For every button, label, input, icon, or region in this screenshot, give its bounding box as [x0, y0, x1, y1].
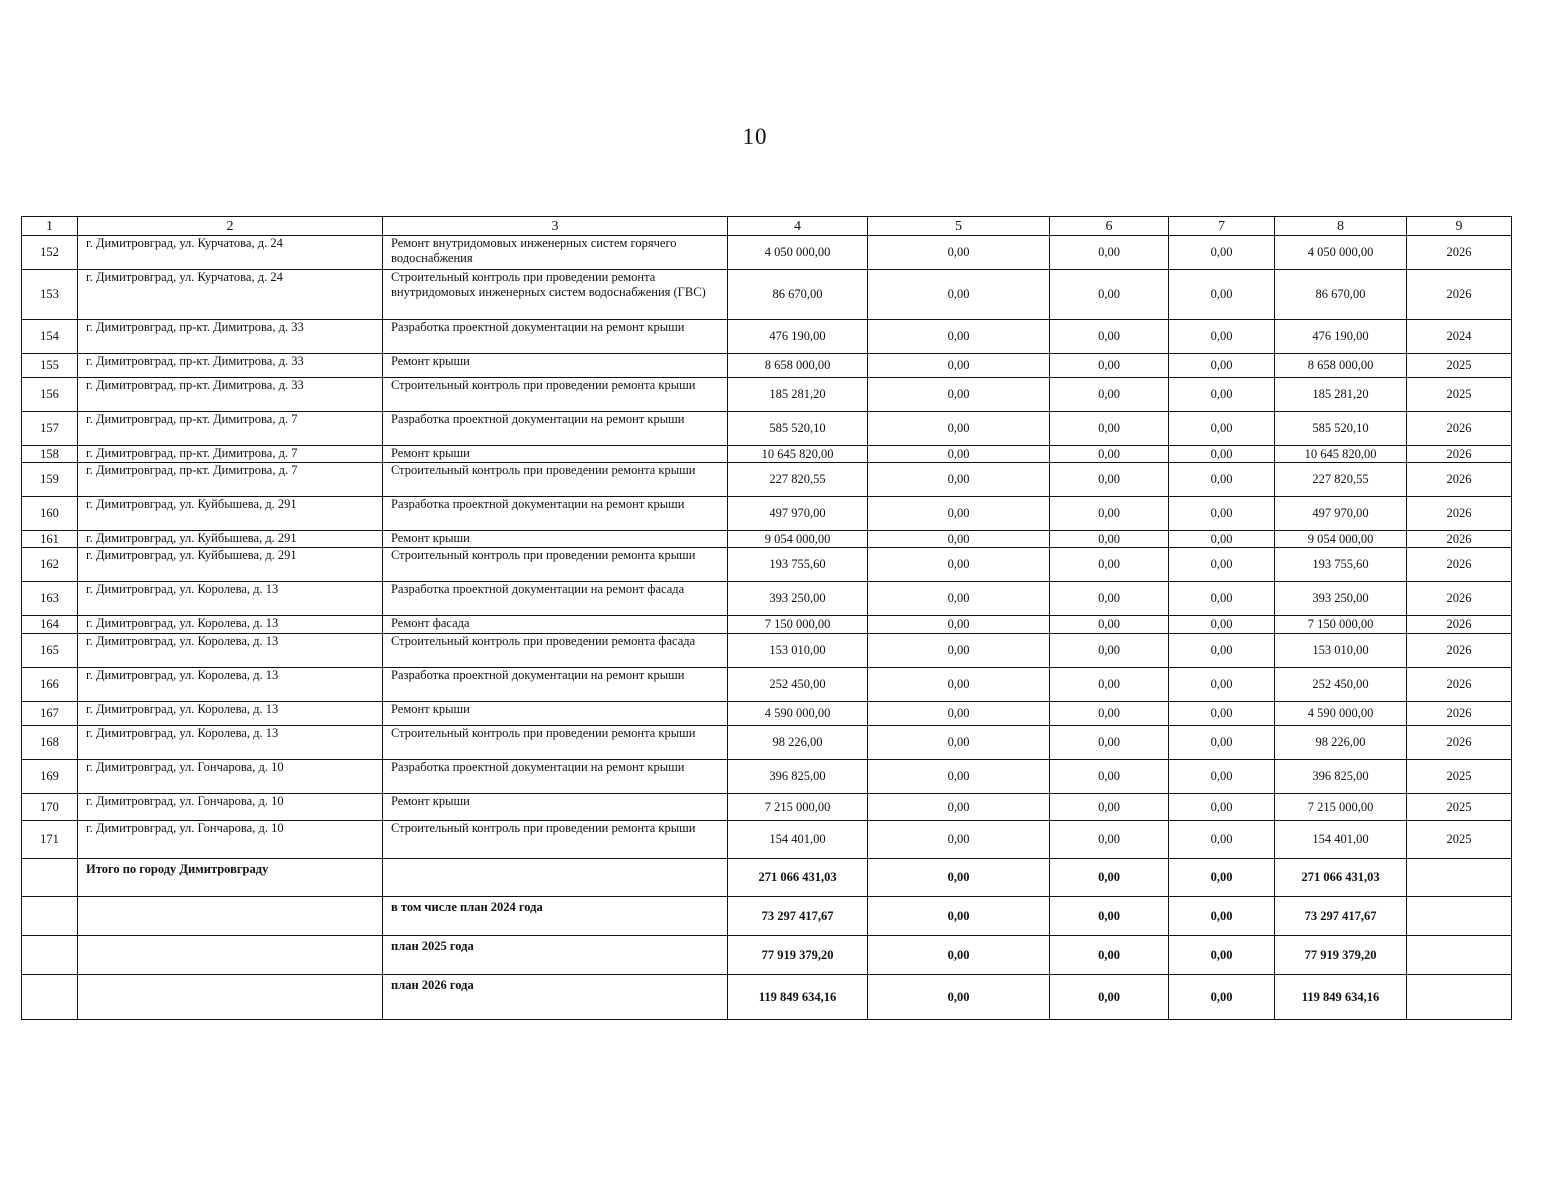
amount-col6-cell: 0,00 [1050, 497, 1169, 531]
address-cell: г. Димитровград, ул. Королева, д. 13 [78, 616, 383, 634]
work-type-cell: Строительный контроль при проведении ремонта крыши [383, 378, 728, 412]
total-col7-cell: 0,00 [1169, 975, 1275, 1020]
amount-col8-cell: 86 670,00 [1275, 270, 1407, 320]
amount-col4-cell: 8 658 000,00 [728, 354, 868, 378]
table-row [22, 463, 1512, 497]
total-col6-cell: 0,00 [1050, 897, 1169, 936]
amount-col8-cell: 153 010,00 [1275, 634, 1407, 668]
total-col4-cell: 73 297 417,67 [728, 897, 868, 936]
empty-cell [22, 859, 78, 897]
table-row [22, 446, 1512, 463]
total-label-cell [78, 897, 383, 936]
row-number: 156 [22, 378, 78, 412]
empty-cell [22, 975, 78, 1020]
work-type-cell: Строительный контроль при проведении ремонта фасада [383, 634, 728, 668]
address-cell: г. Димитровград, ул. Гончарова, д. 10 [78, 821, 383, 859]
amount-col8-cell: 10 645 820,00 [1275, 446, 1407, 463]
table-row [22, 497, 1512, 531]
table-body [22, 217, 1512, 1020]
year-cell: 2026 [1407, 668, 1512, 702]
amount-col8-cell: 98 226,00 [1275, 726, 1407, 760]
total-col8-cell: 119 849 634,16 [1275, 975, 1407, 1020]
amount-col5-cell: 0,00 [868, 531, 1050, 548]
table-row [22, 548, 1512, 582]
amount-col6-cell: 0,00 [1050, 412, 1169, 446]
address-cell: г. Димитровград, пр-кт. Димитрова, д. 33 [78, 320, 383, 354]
address-cell: г. Димитровград, пр-кт. Димитрова, д. 7 [78, 463, 383, 497]
amount-col6-cell: 0,00 [1050, 634, 1169, 668]
total-col7-cell: 0,00 [1169, 897, 1275, 936]
row-number: 157 [22, 412, 78, 446]
amount-col7-cell: 0,00 [1169, 726, 1275, 760]
table-row [22, 726, 1512, 760]
empty-cell [22, 897, 78, 936]
amount-col8-cell: 185 281,20 [1275, 378, 1407, 412]
amount-col5-cell: 0,00 [868, 760, 1050, 794]
amount-col4-cell: 7 215 000,00 [728, 794, 868, 821]
column-header: 7 [1169, 217, 1275, 236]
table-row [22, 270, 1512, 320]
page-number: 10 [742, 124, 768, 149]
amount-col5-cell: 0,00 [868, 726, 1050, 760]
amount-col7-cell: 0,00 [1169, 236, 1275, 270]
amount-col8-cell: 497 970,00 [1275, 497, 1407, 531]
total-col7-cell: 0,00 [1169, 936, 1275, 975]
amount-col7-cell: 0,00 [1169, 760, 1275, 794]
amount-col8-cell: 193 755,60 [1275, 548, 1407, 582]
amount-col4-cell: 4 590 000,00 [728, 702, 868, 726]
year-cell: 2025 [1407, 821, 1512, 859]
year-cell: 2026 [1407, 270, 1512, 320]
table-row [22, 821, 1512, 859]
row-number: 168 [22, 726, 78, 760]
amount-col6-cell: 0,00 [1050, 320, 1169, 354]
total-label-cell [78, 975, 383, 1020]
work-type-cell: Ремонт крыши [383, 446, 728, 463]
work-type-cell: Разработка проектной документации на ремонт крыши [383, 497, 728, 531]
year-cell: 2024 [1407, 320, 1512, 354]
amount-col8-cell: 7 150 000,00 [1275, 616, 1407, 634]
amount-col4-cell: 9 054 000,00 [728, 531, 868, 548]
year-cell: 2026 [1407, 463, 1512, 497]
work-type-cell: Ремонт фасада [383, 616, 728, 634]
total-col8-cell: 73 297 417,67 [1275, 897, 1407, 936]
work-type-cell: Ремонт крыши [383, 794, 728, 821]
total-col8-cell: 77 919 379,20 [1275, 936, 1407, 975]
empty-cell [22, 936, 78, 975]
amount-col8-cell: 252 450,00 [1275, 668, 1407, 702]
address-cell: г. Димитровград, ул. Королева, д. 13 [78, 668, 383, 702]
column-header: 4 [728, 217, 868, 236]
column-header: 5 [868, 217, 1050, 236]
amount-col6-cell: 0,00 [1050, 582, 1169, 616]
amount-col6-cell: 0,00 [1050, 354, 1169, 378]
table-row [22, 616, 1512, 634]
total-col5-cell: 0,00 [868, 859, 1050, 897]
column-header: 1 [22, 217, 78, 236]
amount-col5-cell: 0,00 [868, 821, 1050, 859]
amount-col8-cell: 476 190,00 [1275, 320, 1407, 354]
amount-col8-cell: 4 050 000,00 [1275, 236, 1407, 270]
row-number: 152 [22, 236, 78, 270]
amount-col5-cell: 0,00 [868, 270, 1050, 320]
row-number: 170 [22, 794, 78, 821]
work-type-cell: Ремонт крыши [383, 354, 728, 378]
work-type-cell: Разработка проектной документации на ремонт крыши [383, 320, 728, 354]
amount-col7-cell: 0,00 [1169, 794, 1275, 821]
amount-col7-cell: 0,00 [1169, 497, 1275, 531]
year-cell: 2025 [1407, 794, 1512, 821]
total-col8-cell: 271 066 431,03 [1275, 859, 1407, 897]
row-number: 160 [22, 497, 78, 531]
empty-cell [1407, 897, 1512, 936]
total-col7-cell: 0,00 [1169, 859, 1275, 897]
column-header: 9 [1407, 217, 1512, 236]
amount-col6-cell: 0,00 [1050, 726, 1169, 760]
amount-col4-cell: 86 670,00 [728, 270, 868, 320]
address-cell: г. Димитровград, пр-кт. Димитрова, д. 33 [78, 378, 383, 412]
year-cell: 2026 [1407, 726, 1512, 760]
work-type-cell: Строительный контроль при проведении ремонта крыши [383, 726, 728, 760]
amount-col4-cell: 476 190,00 [728, 320, 868, 354]
year-cell: 2026 [1407, 236, 1512, 270]
amount-col7-cell: 0,00 [1169, 412, 1275, 446]
amount-col6-cell: 0,00 [1050, 463, 1169, 497]
address-cell: г. Димитровград, ул. Гончарова, д. 10 [78, 760, 383, 794]
amount-col6-cell: 0,00 [1050, 760, 1169, 794]
work-type-cell: Ремонт внутридомовых инженерных систем горячего водоснабжения [383, 236, 728, 270]
amount-col4-cell: 4 050 000,00 [728, 236, 868, 270]
table-row [22, 320, 1512, 354]
row-number: 165 [22, 634, 78, 668]
amount-col8-cell: 154 401,00 [1275, 821, 1407, 859]
total-label-cell [78, 936, 383, 975]
amount-col8-cell: 227 820,55 [1275, 463, 1407, 497]
amount-col5-cell: 0,00 [868, 463, 1050, 497]
address-cell: г. Димитровград, ул. Куйбышева, д. 291 [78, 531, 383, 548]
amount-col6-cell: 0,00 [1050, 548, 1169, 582]
amount-col6-cell: 0,00 [1050, 236, 1169, 270]
amount-col5-cell: 0,00 [868, 378, 1050, 412]
total-col4-cell: 77 919 379,20 [728, 936, 868, 975]
amount-col5-cell: 0,00 [868, 320, 1050, 354]
amount-col4-cell: 185 281,20 [728, 378, 868, 412]
table-row [22, 634, 1512, 668]
amount-col5-cell: 0,00 [868, 497, 1050, 531]
amount-col5-cell: 0,00 [868, 794, 1050, 821]
work-type-cell: Разработка проектной документации на ремонт фасада [383, 582, 728, 616]
amount-col7-cell: 0,00 [1169, 582, 1275, 616]
row-number: 167 [22, 702, 78, 726]
year-cell: 2025 [1407, 354, 1512, 378]
year-cell: 2026 [1407, 702, 1512, 726]
table-row [22, 760, 1512, 794]
amount-col8-cell: 9 054 000,00 [1275, 531, 1407, 548]
amount-col4-cell: 7 150 000,00 [728, 616, 868, 634]
table-row [22, 794, 1512, 821]
amount-col7-cell: 0,00 [1169, 634, 1275, 668]
work-type-cell: Строительный контроль при проведении ремонта внутридомовых инженерных систем водоснабжения (ГВС) [383, 270, 728, 320]
column-number-header-row [22, 217, 1512, 236]
total-col5-cell: 0,00 [868, 936, 1050, 975]
column-header: 8 [1275, 217, 1407, 236]
row-number: 171 [22, 821, 78, 859]
amount-col4-cell: 252 450,00 [728, 668, 868, 702]
amount-col4-cell: 154 401,00 [728, 821, 868, 859]
amount-col6-cell: 0,00 [1050, 668, 1169, 702]
amount-col5-cell: 0,00 [868, 582, 1050, 616]
total-row [22, 859, 1512, 897]
work-type-cell: Разработка проектной документации на ремонт крыши [383, 668, 728, 702]
plan-label-cell: план 2026 года [383, 975, 728, 1020]
total-col4-cell: 119 849 634,16 [728, 975, 868, 1020]
row-number: 153 [22, 270, 78, 320]
amount-col8-cell: 4 590 000,00 [1275, 702, 1407, 726]
row-number: 161 [22, 531, 78, 548]
amount-col5-cell: 0,00 [868, 548, 1050, 582]
column-header: 2 [78, 217, 383, 236]
amount-col7-cell: 0,00 [1169, 354, 1275, 378]
row-number: 162 [22, 548, 78, 582]
table-row [22, 378, 1512, 412]
amount-col8-cell: 8 658 000,00 [1275, 354, 1407, 378]
empty-cell [1407, 975, 1512, 1020]
year-cell: 2026 [1407, 446, 1512, 463]
amount-col4-cell: 227 820,55 [728, 463, 868, 497]
amount-col4-cell: 98 226,00 [728, 726, 868, 760]
amount-col6-cell: 0,00 [1050, 702, 1169, 726]
amount-col7-cell: 0,00 [1169, 616, 1275, 634]
work-type-cell: Ремонт крыши [383, 531, 728, 548]
amount-col6-cell: 0,00 [1050, 821, 1169, 859]
row-number: 154 [22, 320, 78, 354]
total-col6-cell: 0,00 [1050, 975, 1169, 1020]
amount-col7-cell: 0,00 [1169, 702, 1275, 726]
amount-col6-cell: 0,00 [1050, 531, 1169, 548]
year-cell: 2026 [1407, 634, 1512, 668]
year-cell: 2026 [1407, 412, 1512, 446]
row-number: 169 [22, 760, 78, 794]
plan-label-cell [383, 859, 728, 897]
row-number: 163 [22, 582, 78, 616]
amount-col4-cell: 497 970,00 [728, 497, 868, 531]
amount-col4-cell: 153 010,00 [728, 634, 868, 668]
amount-col4-cell: 193 755,60 [728, 548, 868, 582]
amount-col8-cell: 585 520,10 [1275, 412, 1407, 446]
year-cell: 2026 [1407, 531, 1512, 548]
row-number: 159 [22, 463, 78, 497]
amount-col5-cell: 0,00 [868, 668, 1050, 702]
table-row [22, 531, 1512, 548]
amount-col7-cell: 0,00 [1169, 320, 1275, 354]
amount-col8-cell: 7 215 000,00 [1275, 794, 1407, 821]
address-cell: г. Димитровград, пр-кт. Димитрова, д. 7 [78, 446, 383, 463]
table-row [22, 668, 1512, 702]
table-row [22, 412, 1512, 446]
amount-col6-cell: 0,00 [1050, 270, 1169, 320]
total-row [22, 975, 1512, 1020]
work-type-cell: Ремонт крыши [383, 702, 728, 726]
amount-col7-cell: 0,00 [1169, 446, 1275, 463]
amount-col8-cell: 393 250,00 [1275, 582, 1407, 616]
total-row [22, 897, 1512, 936]
repair-plan-table [21, 216, 1512, 1020]
address-cell: г. Димитровград, ул. Куйбышева, д. 291 [78, 497, 383, 531]
total-row [22, 936, 1512, 975]
year-cell: 2026 [1407, 616, 1512, 634]
empty-cell [1407, 936, 1512, 975]
column-header: 6 [1050, 217, 1169, 236]
work-type-cell: Строительный контроль при проведении ремонта крыши [383, 463, 728, 497]
amount-col7-cell: 0,00 [1169, 821, 1275, 859]
amount-col4-cell: 10 645 820,00 [728, 446, 868, 463]
work-type-cell: Строительный контроль при проведении ремонта крыши [383, 821, 728, 859]
row-number: 166 [22, 668, 78, 702]
amount-col5-cell: 0,00 [868, 702, 1050, 726]
empty-cell [1407, 859, 1512, 897]
address-cell: г. Димитровград, ул. Королева, д. 13 [78, 702, 383, 726]
amount-col6-cell: 0,00 [1050, 446, 1169, 463]
amount-col7-cell: 0,00 [1169, 378, 1275, 412]
total-col6-cell: 0,00 [1050, 859, 1169, 897]
amount-col4-cell: 393 250,00 [728, 582, 868, 616]
amount-col8-cell: 396 825,00 [1275, 760, 1407, 794]
work-type-cell: Разработка проектной документации на ремонт крыши [383, 760, 728, 794]
amount-col6-cell: 0,00 [1050, 616, 1169, 634]
address-cell: г. Димитровград, пр-кт. Димитрова, д. 7 [78, 412, 383, 446]
year-cell: 2026 [1407, 548, 1512, 582]
total-col5-cell: 0,00 [868, 975, 1050, 1020]
amount-col7-cell: 0,00 [1169, 270, 1275, 320]
year-cell: 2025 [1407, 378, 1512, 412]
amount-col7-cell: 0,00 [1169, 531, 1275, 548]
address-cell: г. Димитровград, пр-кт. Димитрова, д. 33 [78, 354, 383, 378]
row-number: 158 [22, 446, 78, 463]
address-cell: г. Димитровград, ул. Курчатова, д. 24 [78, 270, 383, 320]
table-row [22, 702, 1512, 726]
address-cell: г. Димитровград, ул. Куйбышева, д. 291 [78, 548, 383, 582]
work-type-cell: Строительный контроль при проведении ремонта крыши [383, 548, 728, 582]
address-cell: г. Димитровград, ул. Королева, д. 13 [78, 634, 383, 668]
table-row [22, 354, 1512, 378]
amount-col5-cell: 0,00 [868, 236, 1050, 270]
address-cell: г. Димитровград, ул. Курчатова, д. 24 [78, 236, 383, 270]
address-cell: г. Димитровград, ул. Королева, д. 13 [78, 582, 383, 616]
amount-col7-cell: 0,00 [1169, 668, 1275, 702]
amount-col5-cell: 0,00 [868, 616, 1050, 634]
amount-col5-cell: 0,00 [868, 634, 1050, 668]
plan-label-cell: в том числе план 2024 года [383, 897, 728, 936]
amount-col4-cell: 396 825,00 [728, 760, 868, 794]
total-col5-cell: 0,00 [868, 897, 1050, 936]
amount-col6-cell: 0,00 [1050, 378, 1169, 412]
table-row [22, 236, 1512, 270]
amount-col5-cell: 0,00 [868, 412, 1050, 446]
plan-label-cell: план 2025 года [383, 936, 728, 975]
total-col6-cell: 0,00 [1050, 936, 1169, 975]
amount-col6-cell: 0,00 [1050, 794, 1169, 821]
amount-col5-cell: 0,00 [868, 446, 1050, 463]
address-cell: г. Димитровград, ул. Гончарова, д. 10 [78, 794, 383, 821]
table-row [22, 582, 1512, 616]
work-type-cell: Разработка проектной документации на ремонт крыши [383, 412, 728, 446]
amount-col7-cell: 0,00 [1169, 548, 1275, 582]
address-cell: г. Димитровград, ул. Королева, д. 13 [78, 726, 383, 760]
row-number: 155 [22, 354, 78, 378]
row-number: 164 [22, 616, 78, 634]
year-cell: 2025 [1407, 760, 1512, 794]
total-col4-cell: 271 066 431,03 [728, 859, 868, 897]
total-label-cell: Итого по городу Димитровграду [78, 859, 383, 897]
year-cell: 2026 [1407, 497, 1512, 531]
amount-col4-cell: 585 520,10 [728, 412, 868, 446]
amount-col5-cell: 0,00 [868, 354, 1050, 378]
column-header: 3 [383, 217, 728, 236]
year-cell: 2026 [1407, 582, 1512, 616]
amount-col7-cell: 0,00 [1169, 463, 1275, 497]
